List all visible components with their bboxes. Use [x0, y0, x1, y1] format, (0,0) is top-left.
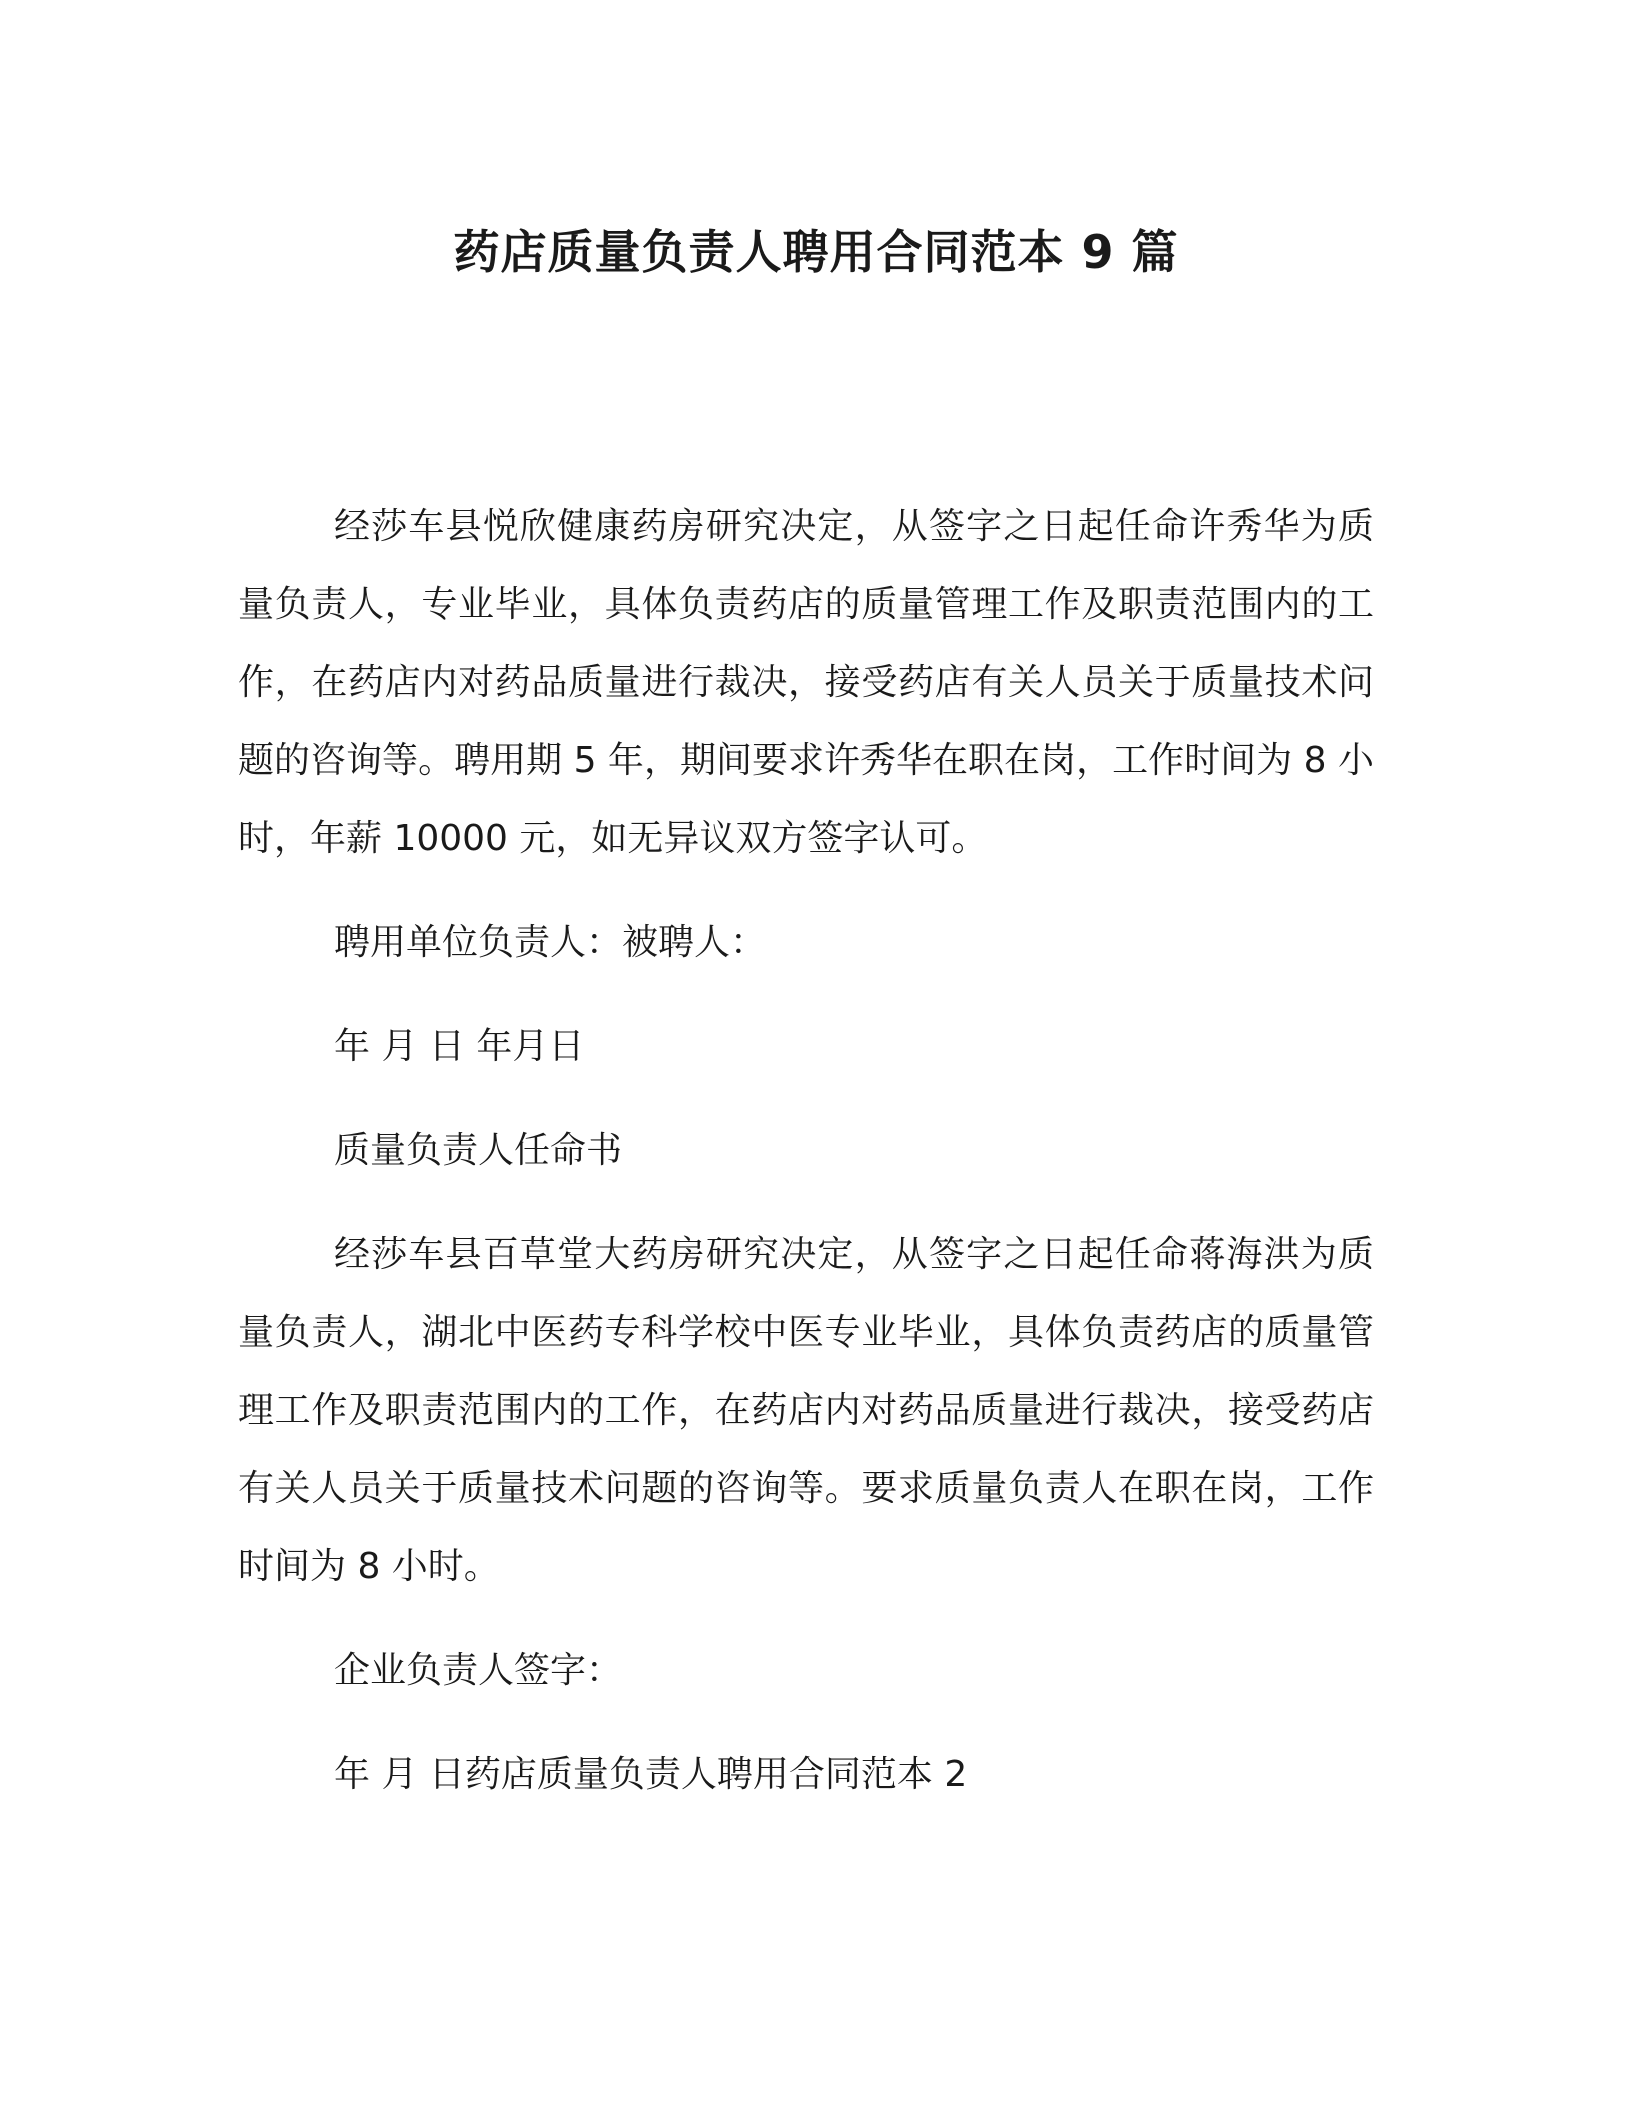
paragraph-appointment-1: 经莎车县悦欣健康药房研究决定，从签字之日起任命许秀华为质量负责人，专业毕业，具体负责药店的质量管理工作及职责范围内的工作，在药店内对药品质量进行裁决，接受药店有关人员关于质量技术问题的咨询等。聘用期 5 年，期间要求许秀华在职在岗，工作时间为 8 小时，年薪 10000 元，如无异议双方签字认可。: [238, 506, 1374, 859]
paragraph-signatures: 聘用单位负责人：被聘人：: [334, 922, 767, 963]
paragraph-company-signature: 企业负责人签字：: [334, 1650, 623, 1691]
paragraph-section-heading: 质量负责人任命书: [334, 1130, 623, 1171]
paragraph-date-and-next-title: 年 月 日药店质量负责人聘用合同范本 2: [334, 1754, 968, 1795]
document-title: 药店质量负责人聘用合同范本 9 篇: [453, 225, 1179, 279]
document-body: [238, 488, 1374, 1814]
paragraph-date-line: 年 月 日 年月日: [334, 1026, 585, 1067]
paragraph-appointment-2: 经莎车县百草堂大药房研究决定，从签字之日起任命蒋海洪为质量负责人，湖北中医药专科学校中医专业毕业，具体负责药店的质量管理工作及职责范围内的工作，在药店内对药品质量进行裁决，接受药店有关人员关于质量技术问题的咨询等。要求质量负责人在职在岗，工作时间为 8 小时。: [238, 1234, 1374, 1587]
